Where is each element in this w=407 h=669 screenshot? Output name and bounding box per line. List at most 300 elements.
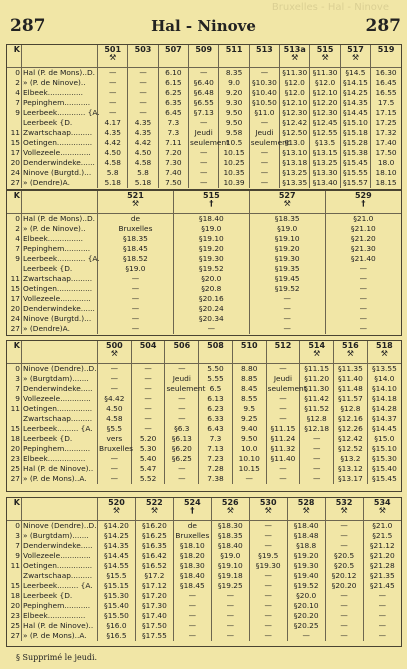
train-number-label: 526 — [221, 498, 239, 507]
km-cell: 0 — [15, 521, 20, 530]
train-type-icon: ⚒ — [378, 506, 386, 515]
departure-time: §17.40 — [135, 611, 173, 621]
station-row — [7, 601, 401, 611]
train-number — [249, 191, 325, 214]
station-name: » (P. de Mons)..A. — [22, 474, 98, 484]
departure-time: §19.20 — [287, 551, 325, 561]
departure-time: Bruxelles — [98, 224, 174, 234]
departure-time: §14.45 — [367, 424, 401, 434]
departure-time: §20.0 — [173, 274, 249, 284]
km-cell: 25 — [10, 464, 20, 473]
station-row — [7, 621, 401, 631]
station-name: Vollezeele............. — [22, 551, 98, 561]
train-number-label: 520 — [108, 498, 125, 507]
departure-time: §14.5 — [340, 68, 370, 79]
departure-time: 18.10 — [371, 168, 401, 178]
departure-time: §17.20 — [135, 591, 173, 601]
departure-time: §15.5 — [98, 571, 136, 581]
km-cell: 24 — [10, 314, 20, 323]
departure-time: 6.33 — [199, 414, 233, 424]
departure-time: §19.25 — [211, 581, 249, 591]
departure-time: — — [98, 324, 174, 334]
timetable — [7, 341, 401, 484]
departure-time: §13.0 — [280, 138, 310, 148]
departure-time: — — [249, 148, 279, 158]
km-cell: 3 — [15, 374, 20, 383]
station-name — [22, 191, 98, 214]
departure-time: §4.42 — [98, 394, 132, 404]
departure-time: — — [249, 168, 279, 178]
departure-time: §14.0 — [367, 374, 401, 384]
km-cell: 25 — [10, 621, 20, 630]
departure-time: §19.52 — [287, 581, 325, 591]
train-number-label: 530 — [259, 498, 277, 507]
departure-time: §11.30 — [280, 68, 310, 79]
departure-time: §20.5 — [325, 561, 363, 571]
departure-time: §10.50 — [249, 98, 279, 108]
departure-time: 18.15 — [371, 178, 401, 188]
departure-time: — — [128, 68, 158, 79]
departure-time: §15.40 — [98, 601, 136, 611]
departure-time: §18.40 — [287, 521, 325, 532]
departure-time: 6.35 — [158, 98, 188, 108]
departure-time: — — [249, 591, 287, 601]
station-name: » (Dendre)A. — [22, 178, 98, 188]
departure-time: — — [325, 601, 363, 611]
train-number — [300, 341, 334, 364]
station-name: Denderwindeke...... — [22, 158, 98, 168]
train-number-row — [7, 341, 401, 364]
station-name: » (Dendre)A. — [22, 324, 98, 334]
km-cell: 15 — [10, 284, 20, 293]
departure-time: §13.30 — [310, 168, 340, 178]
departure-time: de — [98, 214, 174, 225]
departure-time: §18.45 — [173, 581, 211, 591]
station-row — [7, 394, 401, 404]
departure-time: — — [300, 454, 334, 464]
departure-time: — — [131, 414, 165, 424]
train-number-label: 512 — [274, 341, 292, 350]
departure-time: §12.8 — [300, 414, 334, 424]
departure-time: §6.25 — [165, 454, 199, 464]
departure-time: §14.10 — [367, 384, 401, 394]
train-number — [98, 45, 128, 68]
train-type-icon: ⚒ — [264, 506, 272, 515]
station-name — [22, 341, 98, 364]
station-name: Hal (P. de Mons)..D. — [22, 214, 98, 225]
departure-time: — — [131, 364, 165, 375]
departure-time: §13.15 — [310, 148, 340, 158]
station-row — [7, 108, 401, 118]
station-row — [7, 474, 401, 484]
train-number-label: 514 — [308, 341, 326, 350]
departure-time: 4.58 — [98, 158, 128, 168]
train-number-label: 532 — [335, 498, 353, 507]
departure-time: §18.52 — [98, 254, 174, 264]
departure-time: — — [363, 631, 401, 641]
train-number-label: 507 — [165, 45, 182, 54]
departure-time: — — [300, 434, 334, 444]
train-number — [367, 341, 401, 364]
departure-time: — — [98, 374, 132, 384]
departure-time: — — [325, 314, 401, 324]
station-name: Vollezeele............. — [22, 148, 98, 158]
station-name: Zwartschaap......... — [22, 128, 98, 138]
station-row — [7, 424, 401, 434]
train-number-label: 534 — [373, 498, 391, 507]
departure-time: §11.48 — [334, 384, 368, 394]
departure-time: §13.17 — [334, 474, 368, 484]
departure-time: §11.57 — [334, 394, 368, 404]
departure-time: §12.16 — [334, 414, 368, 424]
train-number — [249, 45, 279, 68]
station-row — [7, 561, 401, 571]
train-number-label: 522 — [146, 498, 163, 507]
station-row — [7, 364, 401, 375]
station-name: » (Burgtdam)....... — [22, 531, 98, 541]
departure-time: 10.5 — [219, 138, 249, 148]
train-number-label: 515 — [316, 45, 334, 54]
departure-time: — — [98, 78, 128, 88]
train-number — [165, 341, 199, 364]
train-number — [334, 341, 368, 364]
departure-time: §15.45 — [367, 474, 401, 484]
train-type-icon: ⚒ — [150, 506, 158, 515]
km-cell: 9 — [15, 108, 20, 117]
train-number-label: 519 — [377, 45, 395, 54]
train-type-icon: ⚒ — [351, 53, 359, 62]
train-number — [98, 191, 174, 214]
train-type-icon: ⚒ — [283, 199, 291, 208]
departure-time: §15.57 — [340, 178, 370, 188]
departure-time: §20.10 — [287, 601, 325, 611]
page-number-right: 287 — [365, 16, 401, 36]
departure-time: 17.5 — [371, 98, 401, 108]
departure-time: §12.45 — [310, 118, 340, 128]
departure-time: 9.20 — [219, 88, 249, 98]
station-row — [7, 414, 401, 424]
station-name: Leerbeek {D. — [22, 118, 98, 128]
train-number — [189, 45, 219, 68]
departure-time: §12.0 — [310, 78, 340, 88]
km-cell: 3 — [15, 531, 20, 540]
train-number-label: 504 — [139, 341, 157, 350]
departure-time: — — [325, 621, 363, 631]
departure-time: — — [249, 68, 279, 79]
departure-time: — — [300, 474, 334, 484]
km-cell: 0 — [15, 364, 20, 373]
station-name: » (P. de Mons)..A. — [22, 631, 98, 641]
train-number-label: 506 — [173, 341, 191, 350]
departure-time: 10.25 — [219, 158, 249, 168]
departure-time: §11.15 — [266, 424, 300, 434]
departure-time: — — [98, 284, 174, 294]
departure-time: §14.35 — [340, 98, 370, 108]
departure-time: Bruxelles — [175, 531, 210, 540]
departure-time: — — [249, 541, 287, 551]
station-name: » (Burgtdam)....... — [22, 374, 98, 384]
departure-time: — — [249, 601, 287, 611]
station-row — [7, 521, 401, 532]
departure-time: §21.0 — [363, 521, 401, 532]
departure-time: §12.8 — [334, 404, 368, 414]
timetable-block-ninove-hal-1 — [6, 340, 402, 492]
departure-time: 7.23 — [199, 454, 233, 464]
station-row — [7, 68, 401, 79]
departure-time: — — [249, 178, 279, 188]
station-name: Leerbeek {D. — [22, 264, 98, 274]
train-number — [135, 498, 173, 521]
departure-time: — — [189, 148, 219, 158]
departure-time: — — [363, 591, 401, 601]
train-number — [98, 498, 136, 521]
departure-time: §11.35 — [334, 364, 368, 375]
station-row — [7, 98, 401, 108]
station-name: Leerbeek {D. — [22, 591, 98, 601]
departure-time: 9.58 — [219, 128, 249, 138]
station-name — [22, 45, 98, 68]
departure-time: §6.55 — [189, 98, 219, 108]
departure-time: — — [325, 304, 401, 314]
departure-time: 5.55 — [199, 374, 233, 384]
train-type-icon: ⚒ — [380, 349, 388, 358]
km-cell: 7 — [15, 244, 20, 253]
departure-time: — — [325, 591, 363, 601]
timetable — [7, 498, 401, 641]
page-title: Hal - Ninove — [151, 17, 256, 35]
departure-time: §11.32 — [266, 444, 300, 454]
train-number-label: 510 — [240, 341, 258, 350]
departure-time: §19.10 — [249, 234, 325, 244]
station-name: Oetingen............... — [22, 284, 98, 294]
departure-time: §18.35 — [211, 531, 249, 541]
departure-time: §12.10 — [280, 98, 310, 108]
departure-time: §13.12 — [334, 464, 368, 474]
departure-time: — — [128, 78, 158, 88]
departure-time: §12.55 — [310, 128, 340, 138]
departure-time: 5.52 — [131, 474, 165, 484]
departure-time: — — [266, 404, 300, 414]
departure-time: 5.50 — [199, 364, 233, 375]
station-name: Ninove (Dendre)..D. — [23, 364, 97, 373]
train-type-icon: ⚒ — [131, 199, 140, 208]
departure-time: §17.50 — [135, 621, 173, 631]
km-cell: 11 — [10, 404, 20, 413]
departure-time: §16.52 — [135, 561, 173, 571]
departure-time: §14.28 — [367, 404, 401, 414]
departure-time: §11.0 — [249, 108, 279, 118]
km-cell — [7, 118, 22, 128]
station-row — [7, 148, 401, 158]
departure-time: 10.10 — [232, 454, 266, 464]
departure-time: Jeudi — [249, 128, 279, 138]
departure-time: §16.20 — [135, 521, 173, 532]
station-name: Oetingen............... — [22, 404, 98, 414]
station-row — [7, 264, 401, 274]
train-type-icon: ⚒ — [321, 53, 329, 62]
station-name — [22, 498, 98, 521]
departure-time: — — [98, 98, 128, 108]
train-number-label: 524 — [183, 498, 201, 507]
departure-time: 7.11 — [158, 138, 188, 148]
departure-time: — — [249, 521, 287, 532]
departure-time: — — [131, 384, 165, 394]
station-row — [7, 118, 401, 128]
footnote: § Supprimé le jeudi. — [16, 653, 98, 662]
departure-time: §13.55 — [367, 364, 401, 375]
departure-time: §21.20 — [363, 551, 401, 561]
departure-time: 6.25 — [158, 88, 188, 98]
departure-time: — — [98, 384, 132, 394]
station-name: Elbeek................ — [22, 611, 98, 621]
train-number-label: 516 — [342, 341, 359, 350]
departure-time: §17.12 — [135, 581, 173, 591]
departure-time: §13.2 — [334, 454, 368, 464]
departure-time: 5.18 — [128, 178, 158, 188]
departure-time: — — [211, 591, 249, 601]
departure-time: — — [165, 474, 199, 484]
station-row — [7, 78, 401, 88]
train-number-row — [7, 498, 401, 521]
departure-time: 6.10 — [158, 68, 188, 79]
departure-time: — — [98, 464, 132, 474]
km-cell: 23 — [10, 611, 20, 620]
departure-time: — — [98, 364, 132, 375]
departure-time: §19.10 — [173, 234, 249, 244]
departure-time: §11.24 — [266, 434, 300, 444]
departure-time: §6.13 — [165, 434, 199, 444]
departure-time: §19.5 — [249, 551, 287, 561]
departure-time: §11.30 — [300, 384, 334, 394]
departure-time: §14.45 — [340, 108, 370, 118]
station-name: Pepinghem........... — [22, 244, 98, 254]
departure-time: §21.12 — [363, 541, 401, 551]
station-name: Hal (P. de Ninove).. — [22, 464, 98, 474]
departure-time: 4.50 — [98, 404, 132, 414]
departure-time: seulement — [190, 138, 230, 147]
departure-time: Jeudi — [266, 374, 300, 384]
train-number-label: 518 — [376, 341, 393, 350]
departure-time: 17.25 — [371, 118, 401, 128]
km-cell: 15 — [10, 581, 20, 590]
train-number — [363, 498, 401, 521]
departure-time: — — [173, 611, 211, 621]
departure-time: — — [165, 414, 199, 424]
station-row — [7, 304, 401, 314]
departure-time: 9.5 — [232, 404, 266, 414]
train-number — [287, 498, 325, 521]
departure-time: 17.50 — [371, 148, 401, 158]
departure-time: §12.42 — [280, 118, 310, 128]
departure-time: §14.18 — [367, 394, 401, 404]
station-name: Oetingen............... — [22, 138, 98, 148]
departure-time: — — [249, 571, 287, 581]
departure-time: §12.26 — [334, 424, 368, 434]
departure-time: — — [249, 531, 287, 541]
timetable-block-hal-ninove-2 — [6, 190, 402, 336]
page-header — [0, 0, 407, 40]
departure-time: — — [249, 581, 287, 591]
departure-time: — — [287, 631, 325, 641]
departure-time: §17.30 — [135, 601, 173, 611]
station-name: Pepinghem........... — [22, 601, 98, 611]
departure-time: §18.20 — [173, 551, 211, 561]
train-type-icon: † — [190, 506, 195, 515]
km-cell: 20 — [10, 304, 20, 313]
train-number — [199, 341, 233, 364]
departure-time: — — [189, 68, 219, 79]
station-name: Oetingen............... — [22, 561, 98, 571]
train-number-label: 513 — [256, 45, 273, 54]
departure-time: — — [211, 601, 249, 611]
train-number — [173, 191, 249, 214]
departure-time: §16.0 — [98, 621, 136, 631]
departure-time: — — [249, 621, 287, 631]
departure-time: 5.40 — [131, 454, 165, 464]
departure-time: 5.18 — [98, 178, 128, 188]
station-name: Hal (P. de Mons)..D. — [22, 68, 98, 79]
departure-time: 17.15 — [371, 108, 401, 118]
departure-time: §14.25 — [98, 531, 136, 541]
departure-time: §11.15 — [300, 364, 334, 375]
departure-time: §18.8 — [287, 541, 325, 551]
departure-time: §10.40 — [249, 88, 279, 98]
departure-time: §16.42 — [135, 551, 173, 561]
km-cell: 15 — [10, 424, 20, 433]
departure-time: §15.38 — [340, 148, 370, 158]
departure-time: — — [128, 98, 158, 108]
departure-time: 17.32 — [371, 128, 401, 138]
departure-time: 9.50 — [219, 118, 249, 128]
train-number-label: 521 — [127, 191, 144, 200]
departure-time: §21.30 — [325, 244, 401, 254]
train-number-label: 508 — [207, 341, 224, 350]
departure-time: §21.45 — [363, 581, 401, 591]
departure-time: §19.35 — [249, 264, 325, 274]
departure-time: §19.40 — [287, 571, 325, 581]
timetable — [7, 45, 401, 188]
departure-time: §18.40 — [173, 571, 211, 581]
departure-time: — — [363, 621, 401, 631]
departure-time: §12.52 — [334, 444, 368, 454]
departure-time: §6.20 — [165, 444, 199, 454]
departure-time: — — [189, 118, 219, 128]
train-number-label: 500 — [106, 341, 123, 350]
station-row — [7, 234, 401, 244]
departure-time: — — [131, 424, 165, 434]
departure-time: Jeudi — [189, 128, 219, 138]
km-cell: 2 — [15, 78, 20, 87]
departure-time: — — [363, 611, 401, 621]
departure-time: §14.45 — [98, 551, 136, 561]
departure-time: §10.30 — [249, 78, 279, 88]
departure-time: §21.20 — [325, 234, 401, 244]
departure-time: — — [266, 414, 300, 424]
departure-time: — — [128, 108, 158, 118]
departure-time: 10.15 — [219, 148, 249, 158]
train-number — [219, 45, 249, 68]
km-cell: 7 — [15, 98, 20, 107]
station-row — [7, 631, 401, 641]
departure-time: — — [266, 364, 300, 375]
departure-time: 8.35 — [219, 68, 249, 79]
km-cell: 18 — [10, 591, 20, 600]
departure-time: §17.2 — [135, 571, 173, 581]
train-type-icon: † — [361, 199, 366, 208]
departure-time: §19.0 — [211, 551, 249, 561]
departure-time: §13.25 — [310, 158, 340, 168]
departure-time: 9.0 — [219, 78, 249, 88]
